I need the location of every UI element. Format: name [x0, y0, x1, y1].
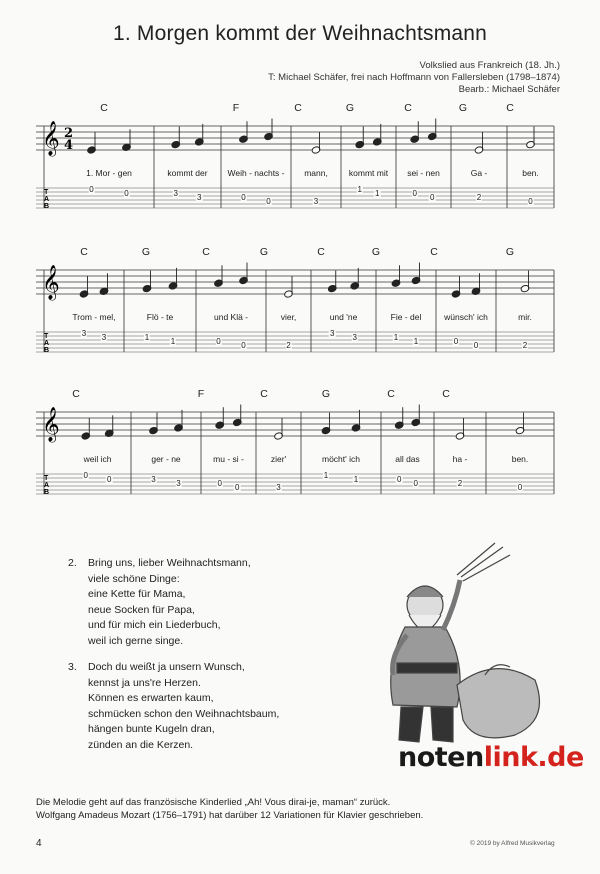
- lyric: und 'ne: [329, 312, 358, 322]
- tab-label: T: [44, 333, 49, 340]
- verse-number: 3.: [68, 661, 77, 673]
- santa-claus-illustration: [345, 535, 565, 755]
- tab-label: A: [44, 196, 50, 203]
- verse-line: schmücken schon den Weihnachtsbaum,: [88, 707, 280, 720]
- verse-line: und für mich ein Liederbuch,: [88, 619, 221, 631]
- watermark: [398, 742, 584, 773]
- tab-number: 1: [413, 337, 419, 346]
- footnote: [36, 796, 576, 822]
- lyric: kommt der: [167, 168, 208, 178]
- chord-symbol: C: [72, 388, 80, 400]
- tab-label: T: [44, 189, 49, 196]
- verse-2: [68, 556, 279, 649]
- tab-number: 3: [276, 483, 281, 492]
- time-signature: 2: [64, 126, 74, 141]
- lyric: ha -: [452, 454, 468, 464]
- tab-number: 0: [241, 341, 246, 350]
- credit-arrangement: Bearb.: Michael Schäfer: [458, 84, 560, 95]
- tab-number: 2: [286, 341, 291, 350]
- tab-number: 1: [393, 333, 399, 342]
- credits: [268, 60, 560, 96]
- chord-symbol: C: [404, 102, 412, 114]
- chord-symbol: G: [345, 102, 355, 114]
- lyric: ger - ne: [151, 454, 181, 464]
- lyric: weil ich: [83, 454, 112, 464]
- tab-number: 0: [83, 471, 88, 480]
- tab-number: 3: [313, 197, 319, 206]
- lyric: Trom - mel,: [72, 312, 116, 322]
- tab-number: 0: [89, 185, 94, 194]
- lyric: sei - nen: [407, 168, 440, 178]
- tab-number: 3: [101, 333, 107, 342]
- tab-number: 2: [522, 341, 528, 350]
- chord-symbol: C: [317, 246, 325, 258]
- tab-number: 3: [197, 193, 202, 202]
- footnote-line: Die Melodie geht auf das französische Kinderlied „Ah! Vous dirai-je, maman“ zurück.: [36, 797, 391, 808]
- lyric: vier,: [280, 312, 297, 322]
- lyric: all das: [395, 454, 420, 464]
- verses: [68, 556, 279, 764]
- verse-line: neue Socken für Papa,: [88, 603, 195, 616]
- tab-number: 0: [397, 475, 402, 484]
- verse-line: zünden an die Kerzen.: [88, 738, 194, 751]
- chord-symbol: C: [294, 102, 302, 114]
- tab-number: 0: [413, 479, 418, 488]
- chord-symbol: C: [260, 388, 268, 400]
- lyric: zier': [270, 454, 287, 464]
- music-system: [36, 246, 560, 366]
- verse-line: viele schöne Dinge:: [88, 572, 180, 585]
- tab-number: 1: [323, 471, 329, 480]
- tab-label: A: [44, 482, 50, 489]
- chord-symbol: C: [100, 102, 108, 114]
- lyric: mann,: [304, 168, 328, 178]
- tab-number: 1: [357, 185, 362, 194]
- tab-number: 0: [412, 189, 417, 198]
- staff-lines: [36, 388, 560, 508]
- tab-number: 0: [266, 197, 271, 206]
- page-number: 4: [36, 838, 42, 849]
- copyright: © 2019 by Alfred Musikverlag: [470, 840, 555, 847]
- treble-clef-icon: 𝄞: [42, 121, 60, 156]
- credit-origin: Volkslied aus Frankreich (18. Jh.): [419, 60, 560, 71]
- tab-number: 1: [170, 337, 176, 346]
- lyric: Flö - te: [146, 312, 174, 322]
- verse-line: Können es erwarten kaum,: [88, 692, 214, 704]
- lyric: wünsch' ich: [444, 312, 488, 322]
- chord-symbol: C: [387, 388, 395, 400]
- treble-clef-icon: 𝄞: [42, 265, 60, 300]
- credit-text: T: Michael Schäfer, frei nach Hoffmann von Fallersleben (1798–1874): [268, 72, 560, 83]
- music-system: [36, 102, 560, 222]
- chord-symbol: G: [259, 246, 269, 258]
- watermark-part2: link.de: [483, 742, 584, 773]
- tab-number: 3: [151, 475, 156, 484]
- tab-number: 0: [216, 337, 221, 346]
- chord-symbol: F: [232, 102, 240, 114]
- tab-number: 1: [353, 475, 359, 484]
- tab-number: 3: [352, 333, 357, 342]
- footnote-line: Wolfgang Amadeus Mozart (1756–1791) hat darüber 12 Variationen für Klavier geschrieben.: [36, 810, 424, 821]
- tab-number: 2: [476, 193, 482, 202]
- verse-line: Doch du weißt ja unsern Wunsch,: [88, 661, 245, 673]
- tab-number: 3: [173, 189, 178, 198]
- staff-lines: [36, 246, 560, 366]
- lyric: mir.: [518, 312, 532, 322]
- tab-number: 0: [528, 197, 533, 206]
- lyric: möcht' ich: [322, 454, 360, 464]
- lyric: Weih - nachts -: [227, 168, 285, 178]
- page-title: 1. Morgen kommt der Weihnachtsmann: [112, 22, 488, 45]
- tab-number: 0: [473, 341, 479, 350]
- verse-line: Bring uns, lieber Weihnachtsmann,: [88, 557, 251, 569]
- lyric: und Klä -: [213, 312, 249, 322]
- lyric: ben.: [511, 454, 529, 464]
- tab-number: 1: [144, 333, 150, 342]
- chord-symbol: G: [505, 246, 515, 258]
- tab-label: A: [44, 340, 50, 347]
- tab-number: 3: [81, 329, 87, 338]
- verse-line: kennst ja uns're Herzen.: [88, 676, 201, 689]
- tab-number: 0: [430, 193, 435, 202]
- lyric: mu - si -: [213, 454, 244, 464]
- tab-number: 2: [457, 479, 463, 488]
- chord-symbol: C: [430, 246, 438, 258]
- verse-line: eine Kette für Mama,: [88, 588, 186, 600]
- tab-label: B: [44, 489, 50, 496]
- staff-lines: [36, 102, 560, 222]
- watermark-part1: noten: [398, 742, 484, 773]
- tab-number: 0: [124, 189, 129, 198]
- tab-number: 0: [107, 475, 112, 484]
- verse-number: 2.: [68, 557, 77, 569]
- chord-symbol: C: [80, 246, 88, 258]
- verse-line: weil ich gerne singe.: [88, 634, 184, 647]
- lyric: 1. Mor - gen: [86, 168, 132, 178]
- tab-number: 1: [375, 189, 380, 198]
- verse-3: [68, 660, 279, 753]
- lyric: ben.: [522, 168, 539, 178]
- tab-number: 3: [330, 329, 335, 338]
- lyric: Ga -: [470, 168, 488, 178]
- music-system: [36, 388, 560, 508]
- tab-number: 0: [241, 193, 246, 202]
- treble-clef-icon: 𝄞: [42, 407, 60, 442]
- chord-symbol: G: [458, 102, 468, 114]
- tab-number: 0: [517, 483, 523, 492]
- chord-symbol: G: [321, 388, 331, 400]
- tab-label: B: [44, 203, 50, 210]
- chord-symbol: G: [141, 246, 151, 258]
- tab-label: T: [44, 475, 49, 482]
- tab-number: 0: [217, 479, 222, 488]
- chord-symbol: C: [202, 246, 210, 258]
- lyric: Fie - del: [390, 312, 422, 322]
- lyric: kommt mit: [348, 168, 389, 178]
- chord-symbol: F: [197, 388, 205, 400]
- time-signature: 4: [64, 138, 74, 153]
- tab-label: B: [44, 347, 50, 354]
- chord-symbol: C: [442, 388, 450, 400]
- tab-number: 0: [453, 337, 459, 346]
- chord-symbol: G: [371, 246, 381, 258]
- verse-line: hängen bunte Kugeln dran,: [88, 723, 215, 735]
- tab-number: 0: [235, 483, 240, 492]
- tab-number: 3: [176, 479, 181, 488]
- chord-symbol: C: [506, 102, 514, 114]
